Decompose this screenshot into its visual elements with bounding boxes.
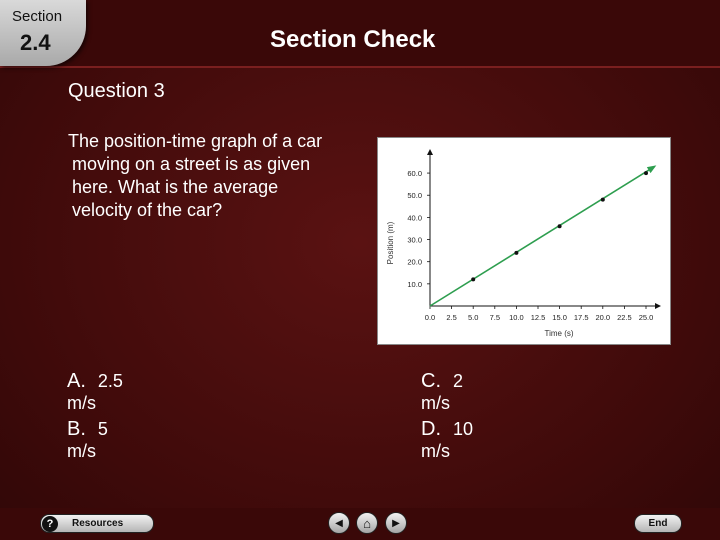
section-number: 2.4 xyxy=(20,30,51,55)
x-tick-label: 22.5 xyxy=(617,313,632,322)
x-tick-label: 12.5 xyxy=(530,313,546,322)
answer-letter: A. xyxy=(67,370,86,392)
answer-option-d[interactable] xyxy=(421,418,473,462)
data-point xyxy=(514,251,518,255)
resources-label: Resources xyxy=(72,518,124,529)
data-point xyxy=(644,171,648,175)
answer-option-a[interactable] xyxy=(67,370,123,414)
x-tick-label: 2.5 xyxy=(446,313,457,322)
data-point xyxy=(601,198,605,202)
answer-text: 10 m/s xyxy=(421,419,474,461)
position-time-graph xyxy=(377,137,671,345)
answer-letter: C. xyxy=(421,370,441,392)
y-axis-label: Position (m) xyxy=(386,221,395,265)
x-tick-label: 10.0 xyxy=(509,313,524,322)
question-text xyxy=(68,130,368,222)
end-button[interactable] xyxy=(634,514,682,533)
page-title: Section Check xyxy=(270,26,436,53)
trend-line xyxy=(430,166,655,306)
x-tick-label: 0.0 xyxy=(424,313,436,322)
answer-letter: D. xyxy=(421,418,441,440)
previous-icon: ◀ xyxy=(335,517,343,529)
y-tick-label: 50.0 xyxy=(407,191,422,201)
y-tick-label: 20.0 xyxy=(407,257,422,267)
x-tick-label: 25.0 xyxy=(638,313,654,322)
answer-option-c[interactable] xyxy=(421,370,463,414)
next-icon: ▶ xyxy=(392,517,400,529)
question-line: here. What is the average xyxy=(72,177,279,197)
x-tick-label: 7.5 xyxy=(489,313,501,322)
y-tick-label: 30.0 xyxy=(407,235,422,245)
answer-letter: B. xyxy=(67,418,86,440)
question-title: Question 3 xyxy=(68,80,165,102)
home-button[interactable] xyxy=(356,512,378,534)
end-label: End xyxy=(648,518,668,529)
x-axis-label: Time (s) xyxy=(544,329,574,338)
line-arrow-icon xyxy=(647,165,656,173)
answer-text: 2 m/s xyxy=(421,371,464,413)
data-point xyxy=(471,277,475,281)
y-tick-label: 40.0 xyxy=(407,213,422,223)
home-icon: ⌂ xyxy=(363,515,371,531)
y-axis-arrow-icon xyxy=(427,149,433,155)
answer-option-b[interactable] xyxy=(67,418,108,462)
question-line: moving on a street is as given xyxy=(72,154,311,174)
help-icon: ? xyxy=(42,516,58,532)
x-tick-label: 17.5 xyxy=(573,313,589,322)
x-tick-label: 20.0 xyxy=(595,313,611,322)
answer-text: 5 m/s xyxy=(67,419,108,461)
next-button[interactable] xyxy=(385,512,407,534)
navigation-bar xyxy=(0,508,720,540)
y-tick-label: 60.0 xyxy=(407,169,422,179)
question-line: velocity of the car? xyxy=(72,200,223,220)
x-tick-label: 5.0 xyxy=(467,313,479,322)
chart-svg xyxy=(378,138,670,344)
section-label: Section xyxy=(12,8,63,25)
resources-button[interactable] xyxy=(40,514,154,533)
answer-text: 2.5 m/s xyxy=(67,371,123,413)
y-tick-label: 10.0 xyxy=(407,279,422,289)
previous-button[interactable] xyxy=(328,512,350,534)
x-tick-label: 15.0 xyxy=(552,313,567,322)
question-line: The position-time graph of a car xyxy=(68,131,323,151)
data-point xyxy=(558,224,562,228)
x-axis-arrow-icon xyxy=(655,303,661,309)
